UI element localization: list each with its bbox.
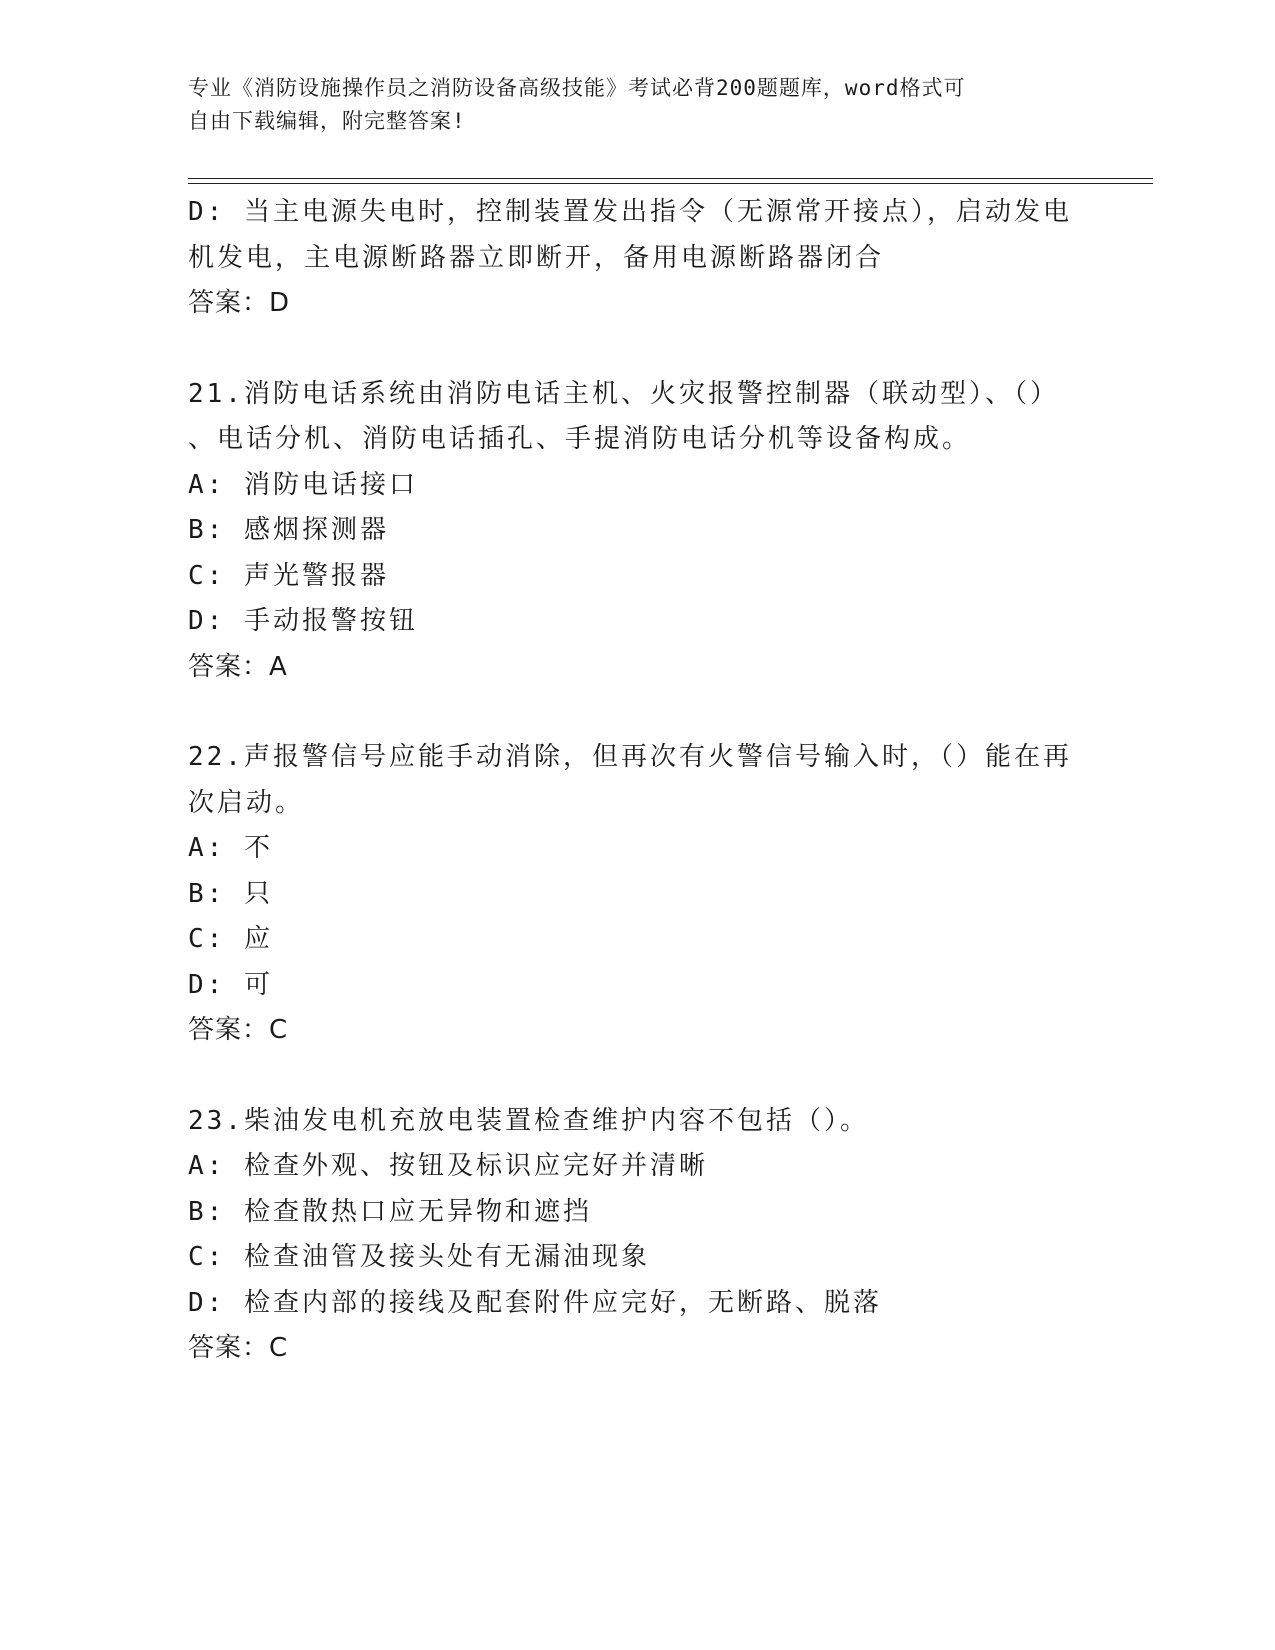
option-d: D: 可 (188, 969, 273, 1000)
question-stem-continued: 、电话分机、消防电话插孔、手提消防电话分机等设备构成。 (188, 424, 972, 454)
option-b: B: 感烟探测器 (188, 515, 389, 545)
header-divider-bottom (188, 183, 1153, 184)
header-line-1: 专业《消防设施操作员之消防设备高级技能》考试必背200题题库，word格式可 (188, 76, 966, 100)
option-d: D: 检查内部的接线及配套附件应完好，无断路、脱落 (188, 1287, 882, 1318)
option-b: B: 只 (188, 878, 273, 909)
document-body (188, 190, 1088, 1372)
question-21 (188, 372, 1088, 691)
answer-line: 答案：C (188, 1333, 289, 1363)
prev-question-tail (188, 190, 1088, 327)
spacer (188, 1054, 1088, 1099)
question-stem: 22.声报警信号应能手动消除，但再次有火警信号输入时，（）能在再 (188, 742, 1072, 772)
option-a: A: 检查外观、按钮及标识应完好并清晰 (188, 1151, 708, 1181)
page-header (188, 72, 1068, 138)
option-d-continued: 机发电，主电源断路器立即断开，备用电源断路器闭合 (188, 242, 885, 273)
answer-line: 答案：C (188, 1015, 289, 1045)
option-a: A: 不 (188, 833, 273, 863)
question-stem: 23.柴油发电机充放电装置检查维护内容不包括（）。 (188, 1105, 869, 1136)
option-c: C: 检查油管及接头处有无漏油现象 (188, 1242, 650, 1272)
option-a: A: 消防电话接口 (188, 469, 418, 500)
option-d: D: 手动报警按钮 (188, 606, 418, 636)
option-c: C: 应 (188, 924, 273, 954)
spacer (188, 327, 1088, 372)
answer-line: 答案：D (188, 288, 291, 318)
option-c: C: 声光警报器 (188, 560, 389, 591)
option-b: B: 检查散热口应无异物和遮挡 (188, 1196, 592, 1227)
option-d: D: 当主电源失电时，控制装置发出指令（无源常开接点），启动发电 (188, 197, 1072, 227)
answer-line: 答案：A (188, 651, 288, 682)
header-line-2: 自由下载编辑，附完整答案! (188, 109, 466, 133)
header-divider-top (188, 178, 1153, 179)
question-23 (188, 1099, 1088, 1372)
question-stem: 21.消防电话系统由消防电话主机、火灾报警控制器（联动型）、（） (188, 378, 1059, 409)
question-22 (188, 735, 1088, 1054)
spacer (188, 690, 1088, 735)
question-stem-continued: 次启动。 (188, 787, 305, 818)
